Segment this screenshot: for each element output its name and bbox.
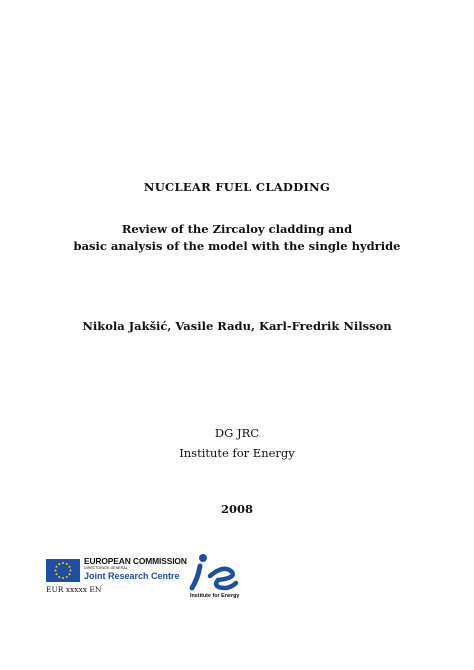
subtitle-line-1: Review of the Zircaloy cladding and [121,222,353,236]
european-commission-logo [46,557,186,583]
document-title: NUCLEAR FUEL CLADDING [143,180,331,194]
report-number: EUR xxxxx EN [46,585,102,594]
institute-name: Institute for Energy [179,446,295,460]
ie-caption: Institute for Energy [190,593,240,599]
ec-directorate-text: DIRECTORATE-GENERAL [84,566,128,570]
ec-jrc-text: Joint Research Centre [84,571,180,581]
department-name: DG JRC [214,426,260,440]
author-list: Nikola Jakšić, Vasile Radu, Karl-Fredrik Nilsson [82,319,392,333]
publication-year: 2008 [220,502,253,516]
ie-logo-icon [186,552,246,594]
ec-name-text: EUROPEAN COMMISSION [84,556,187,566]
subtitle-line-2: basic analysis of the model with the single hydride [73,239,401,253]
eu-stars-icon [46,559,80,582]
eu-flag-icon [46,559,80,582]
